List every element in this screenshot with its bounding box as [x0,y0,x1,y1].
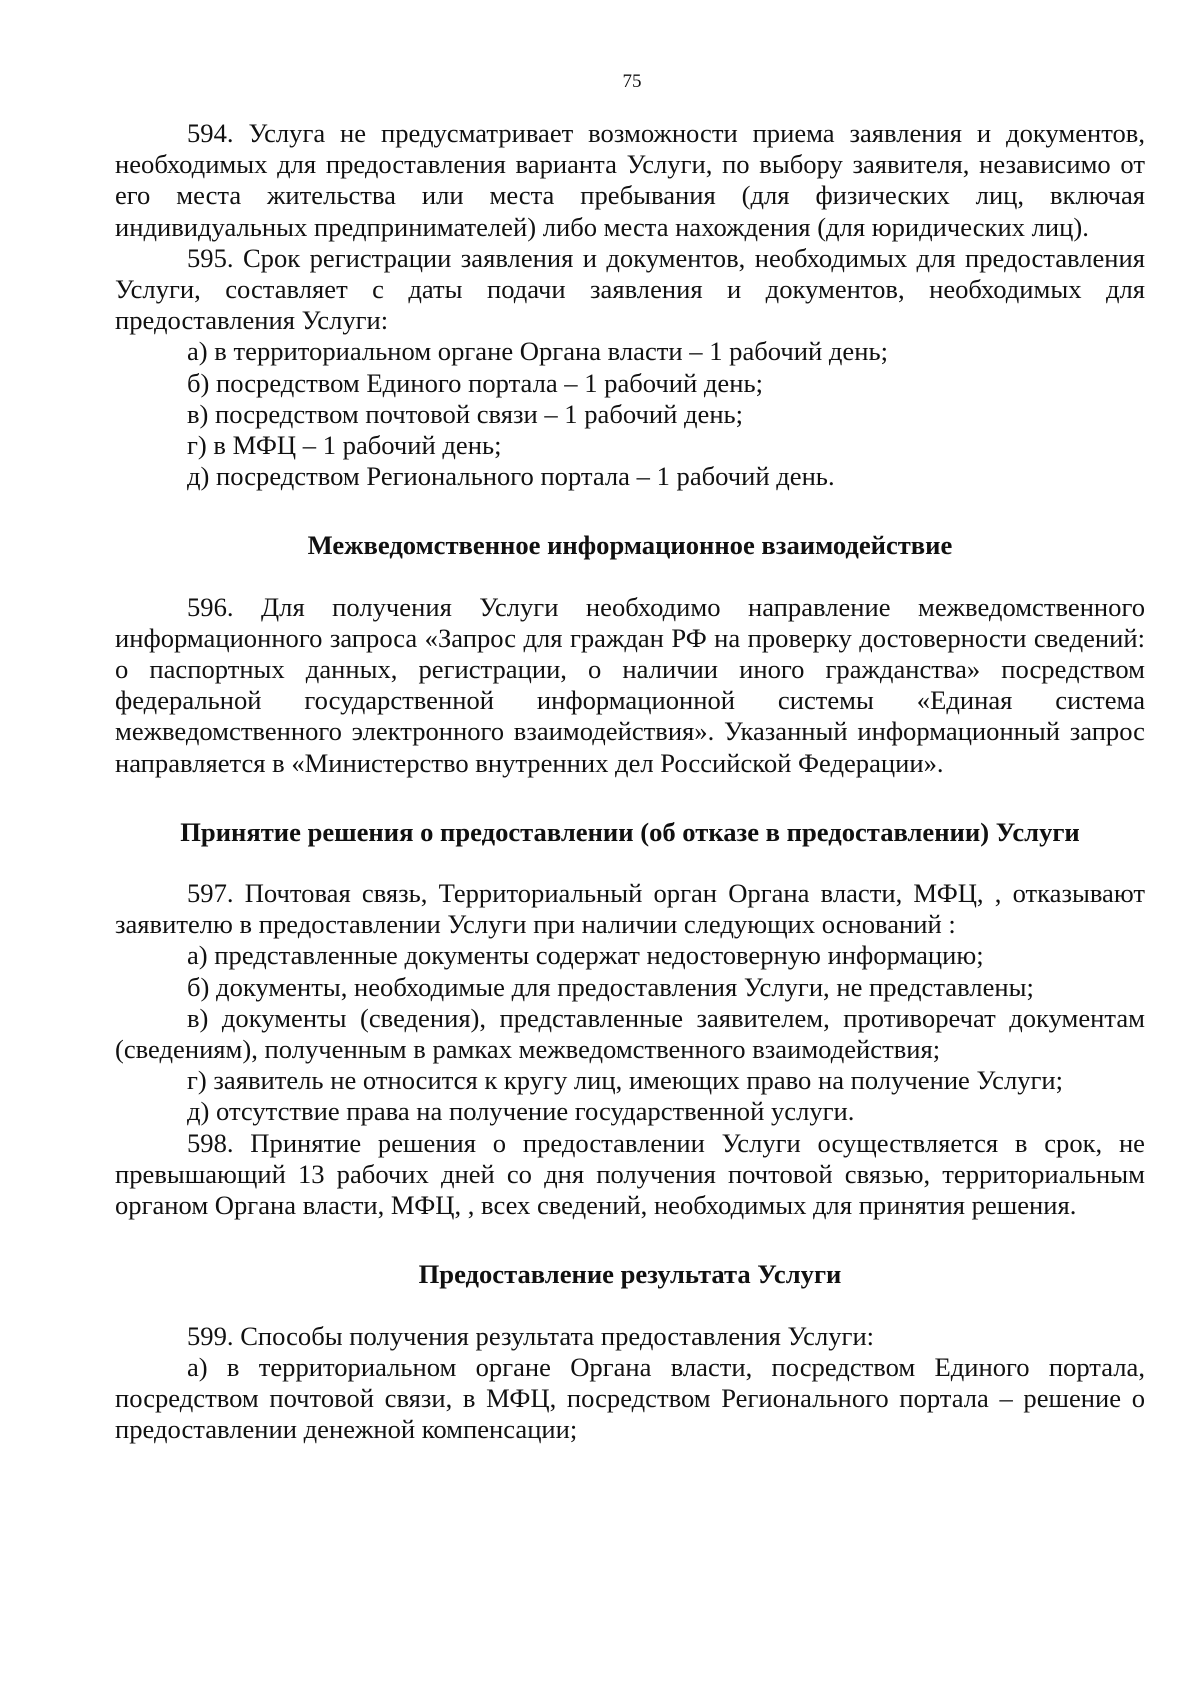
list-item: д) посредством Регионального портала – 1 рабочий день. [187,461,835,492]
list-item: а) в территориальном органе Органа власти, посредством Единого портала, посредством почтовой связи, в МФЦ, посредством Регионального портала – решение о предоставлении денежной компенсации; [115,1351,1145,1445]
document-body [115,118,1145,1445]
paragraph-599: 599. Способы получения результата предоставления Услуги: [187,1320,875,1351]
list-item: г) заявитель не относится к кругу лиц, имеющих право на получение Услуги; [187,1065,1064,1096]
list-item: а) в территориальном органе Органа власти – 1 рабочий день; [187,336,888,367]
list-item: а) представленные документы содержат недостоверную информацию; [187,940,984,971]
list-item: б) посредством Единого портала – 1 рабочий день; [187,367,763,398]
list-item: в) посредством почтовой связи – 1 рабочий день; [187,398,744,429]
section-heading-result: Предоставление результата Услуги [418,1259,842,1290]
section-heading-interagency: Межведомственное информационное взаимодействие [307,530,953,561]
paragraph-596: 596. Для получения Услуги необходимо направление межведомственного информационного запроса «Запрос для граждан РФ на проверку достоверности сведений: о паспортных данных, регистрации, о наличии иного гражданства» посредством федеральной государственной информационной системы «Единая система межведомственного электронного взаимодействия». Указанный информационный запрос направляется в «Министерство внутренних дел Российской Федерации». [115,591,1145,778]
list-item: г) в МФЦ – 1 рабочий день; [187,430,502,461]
paragraph-598: 598. Принятие решения о предоставлении Услуги осуществляется в срок, не превышающий 13 рабочих дней со дня получения почтовой связью, территориальным органом Органа власти, МФЦ, , всех сведений, необходимых для принятия решения. [115,1127,1145,1221]
list-item: в) документы (сведения), представленные заявителем, противоречат документам (сведениям), полученным в рамках межведомственного взаимодействия; [115,1002,1145,1065]
list-item: д) отсутствие права на получение государственной услуги. [187,1096,855,1127]
paragraph-595: 595. Срок регистрации заявления и документов, необходимых для предоставления Услуги, составляет с даты подачи заявления и документов, необходимых для предоставления Услуги: [115,242,1145,336]
section-heading-decision: Принятие решения о предоставлении (об отказе в предоставлении) Услуги [180,816,1080,847]
list-item: б) документы, необходимые для предоставления Услуги, не представлены; [187,971,1034,1002]
paragraph-594: 594. Услуга не предусматривает возможности приема заявления и документов, необходимых для предоставления варианта Услуги, по выбору заявителя, независимо от его места жительства или места пребывания (для физических лиц, включая индивидуальных предпринимателей) либо места нахождения (для юридических лиц). [115,118,1145,242]
page-number: 75 [622,71,642,92]
paragraph-597: 597. Почтовая связь, Территориальный орган Органа власти, МФЦ, , отказывают заявителю в предоставлении Услуги при наличии следующих оснований : [115,878,1145,940]
